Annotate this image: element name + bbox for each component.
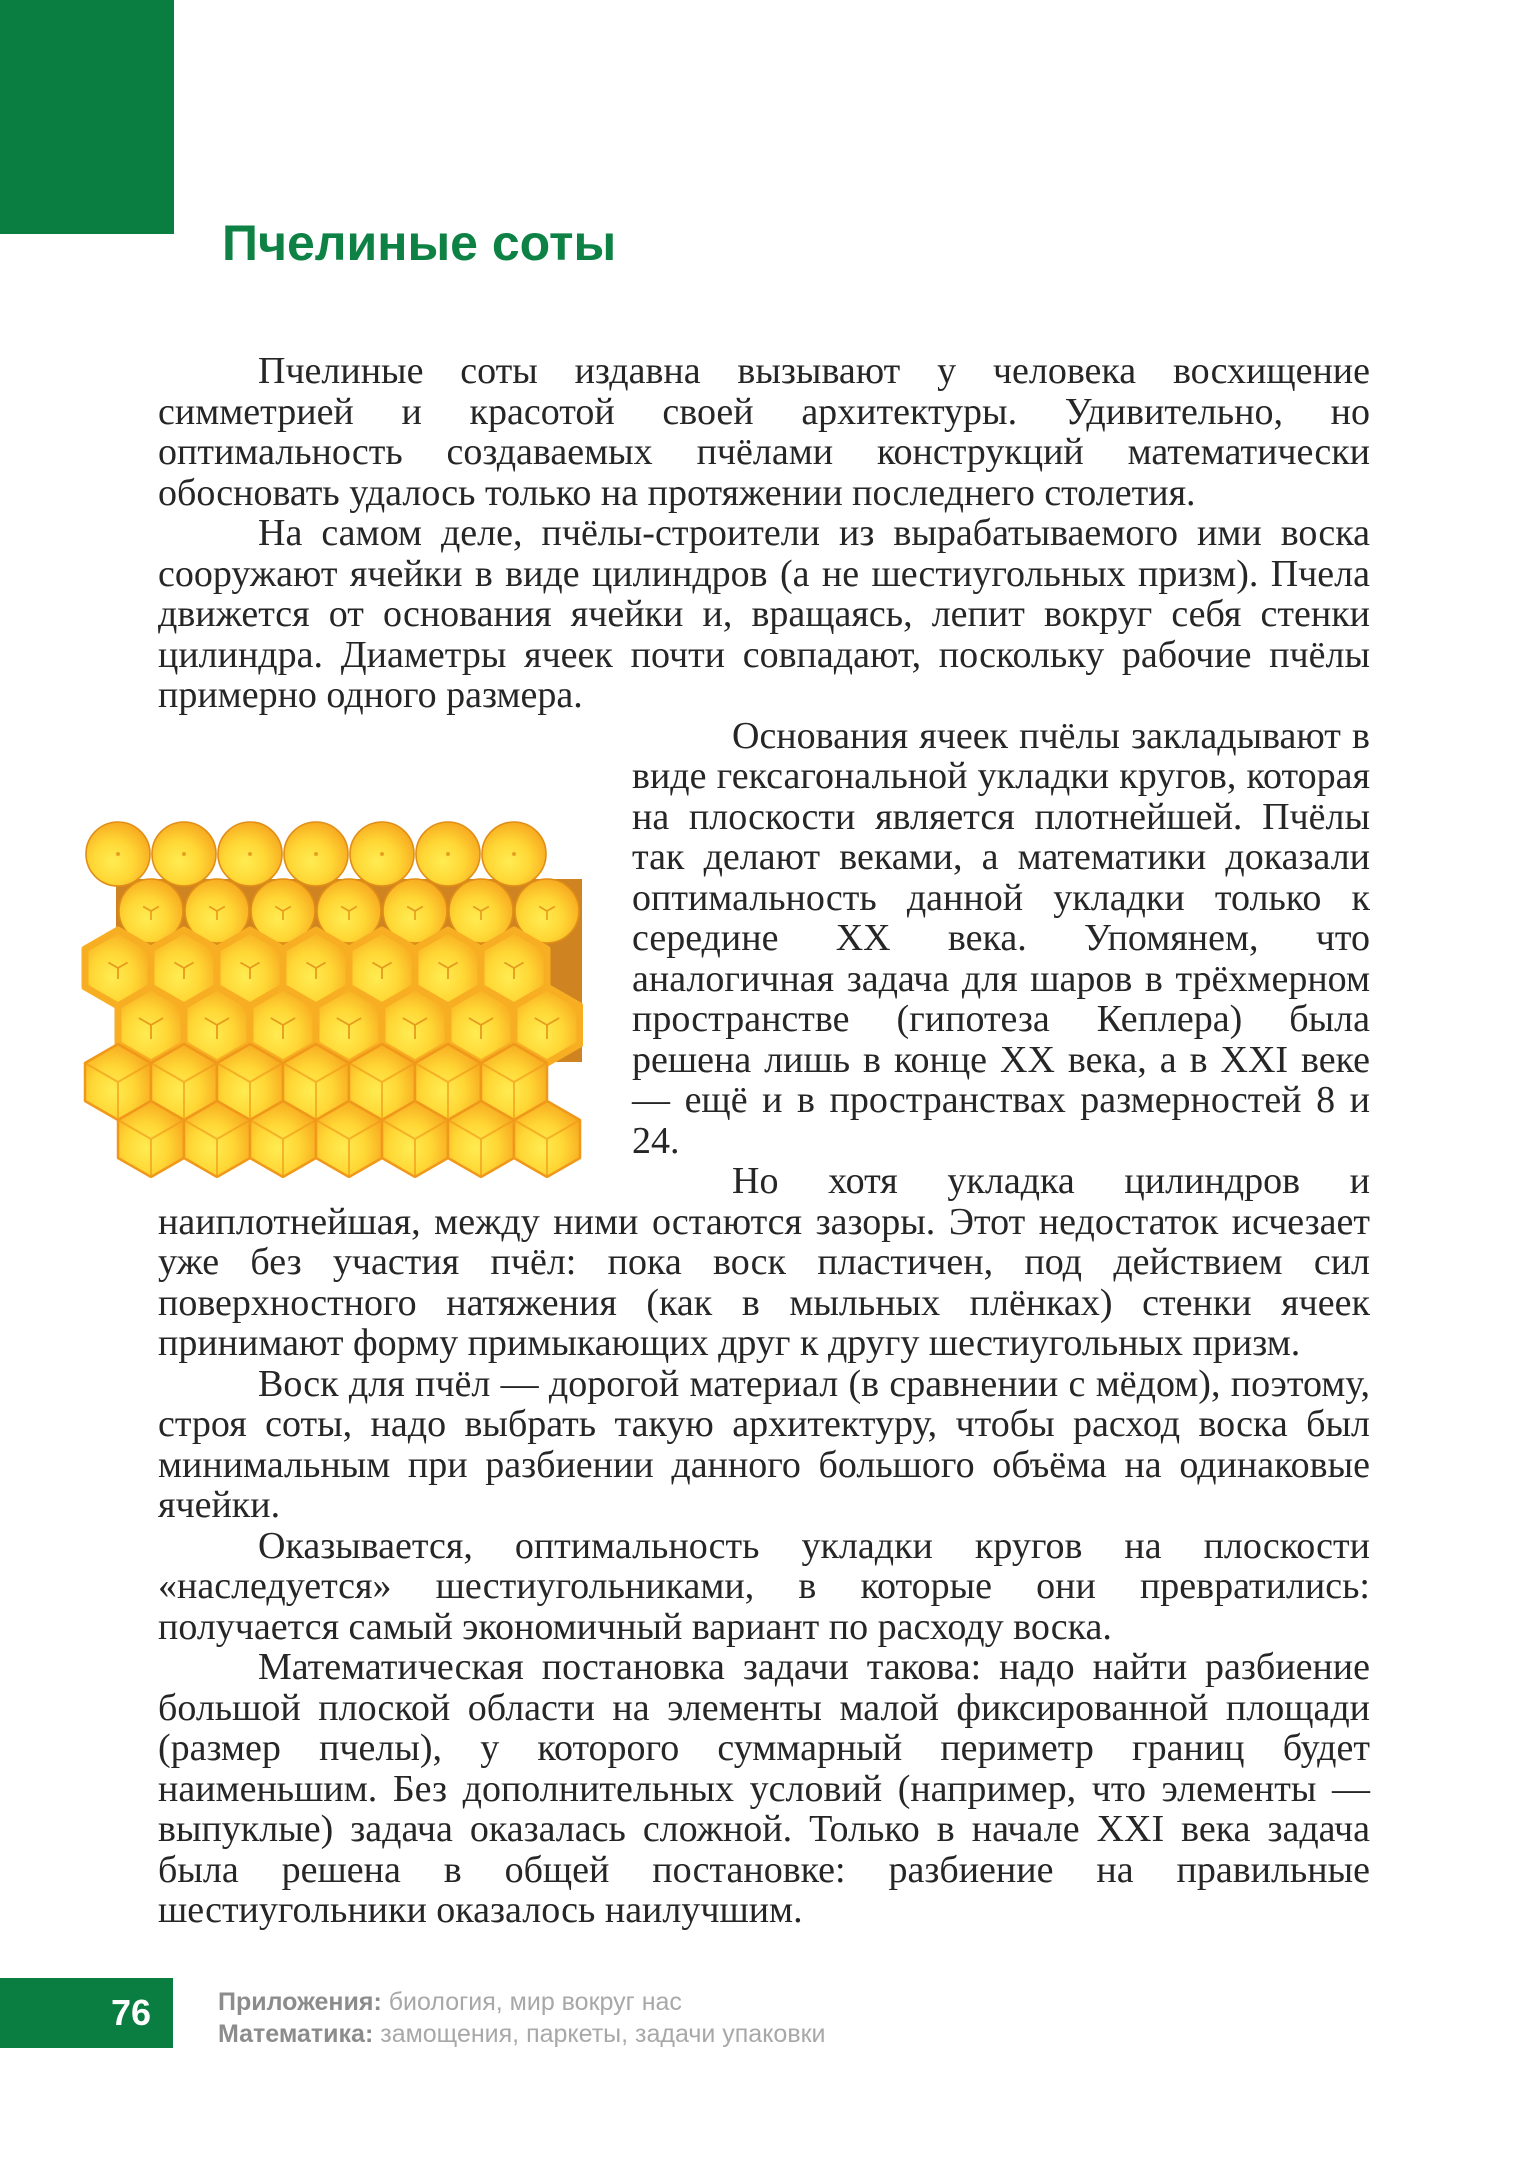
paragraph: Математическая постановка задачи такова: надо найти разбиение большой плоской области на элементы малой фиксированной площади (размер пчелы), у которого суммарный периметр границ будет наименьшим. Без дополнительных условий (например, что элементы — выпуклые) задача оказалась сложной. Только в начале XXI века задача была решена в общей постановке: разбиение на правильные шестиугольники оказалось наилучшим. — [158, 1646, 1370, 1931]
footer-value: биология, мир вокруг нас — [381, 1988, 682, 2016]
footer-value: замощения, паркеты, задачи упаковки — [373, 2020, 826, 2048]
paragraph: Воск для пчёл — дорогой материал (в сравнении с мёдом), поэтому, строя соты, надо выбрать такую архитектуру, чтобы расход воска был минимальным при разбиении данного большого объёма на одинаковые ячейки. — [158, 1362, 1370, 1526]
article-text — [158, 351, 1370, 1931]
footer-label: Приложения: — [218, 1988, 382, 2016]
footer-label: Математика: — [218, 2020, 374, 2048]
paragraph: Основания ячеек пчёлы закладывают в виде гексагональной укладки кругов, которая на плоскости является плотнейшей. Пчёлы так делают веками, а математики доказали оптимальность данной укладки только к середине XX века. Упомянем, что аналогичная задача для шаров в трёхмерном пространстве (гипотеза Кеплера) была решена лишь в конце XX века, а в XXI веке — ещё и в пространствах размерностей 8 и 24. — [632, 714, 1370, 1162]
paragraph: Пчелиные соты издавна вызывают у человека восхищение симметрией и красотой своей архитектуры. Удивительно, но оптимальность создаваемых пчёлами конструкций математически обосновать удалось только на протяжении последнего столетия. — [158, 350, 1370, 514]
paragraph: На самом деле, пчёлы-строители из вырабатываемого ими воска сооружают ячейки в виде цилиндров (а не шестиугольных призм). Пчела движется от основания ячейки и, вращаясь, лепит вокруг себя стенки цилиндра. Диаметры ячеек почти совпадают, поскольку рабочие пчёлы примерно одного размера. — [158, 512, 1370, 716]
corner-accent-block — [0, 0, 174, 234]
page-title: Пчелиные соты — [222, 214, 617, 271]
footer — [218, 1986, 826, 2050]
paragraph: Оказывается, оптимальность укладки кругов на плоскости «наследуется» шестиугольниками, в которые они превратились: получается самый экономичный вариант по расходу воска. — [158, 1524, 1370, 1648]
footer-line — [218, 2018, 826, 2050]
paragraph: Но хотя укладка цилиндров и наиплотнейшая, между ними остаются зазоры. Этот недостаток исчезает уже без участия пчёл: пока воск пластичен, под действием сил поверхностного натяжения (как в мыльных плёнках) стенки ячеек принимают форму примыкающих друг к другу шестиугольных призм. — [158, 1160, 1370, 1364]
page-number: 76 — [110, 1992, 151, 2033]
text-wrap-spacer — [158, 797, 632, 1197]
page-number-box — [0, 1978, 173, 2048]
footer-line — [218, 1986, 826, 2018]
